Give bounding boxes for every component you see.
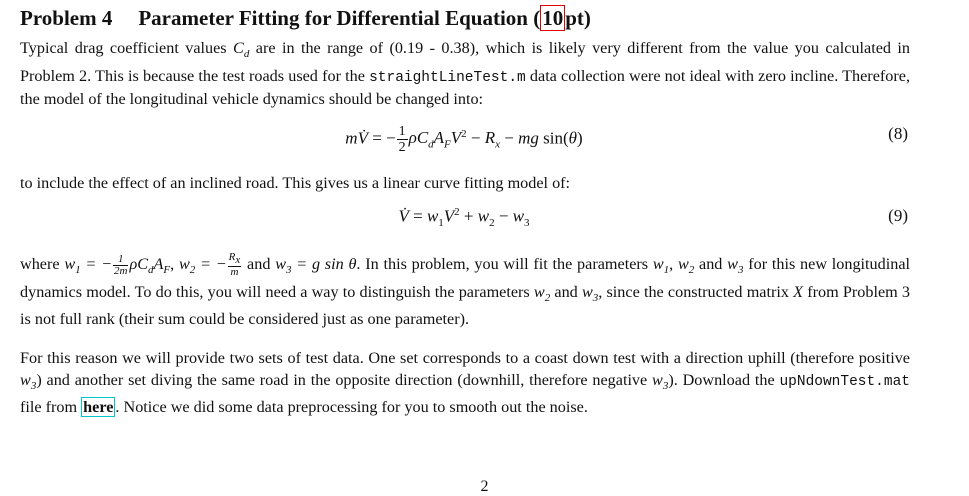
code-filename: straightLineTest.m <box>369 69 526 86</box>
text: file from <box>20 398 82 417</box>
text: , <box>170 254 179 273</box>
problem-heading <box>20 6 591 31</box>
paragraph-intro <box>20 38 910 111</box>
equation-8 <box>20 118 908 155</box>
math-w3-def: $w_3 = g$ sin θ <box>275 254 357 277</box>
text: and <box>550 282 582 301</box>
equation-9 <box>20 200 908 232</box>
text: . Notice we did some data preprocessing for you to smooth out the noise. <box>115 398 588 417</box>
text: where <box>20 254 65 273</box>
text: to include the effect of an inclined road. This gives us a linear curve fitting model of: <box>20 174 571 192</box>
text: from Problem 3 is not full rank (their sum could be considered just as one parameter). <box>20 282 911 329</box>
text: . In this problem, you will fit the parameters <box>356 254 653 273</box>
problem-label: Problem 4 <box>20 6 113 30</box>
equation-8-body: mV̇ = − $\frac{1}{2}$ $\rho C_dA_FV^2 - R_x$ − mg sin(θ) <box>345 124 583 155</box>
equation-9-number: (9) <box>888 206 908 225</box>
math-w1-def: $w_1$ = − $\frac{1}{2m}$ $\rho C_dA_F$ <box>64 252 171 277</box>
problem-title: Parameter Fitting for Differential Equation ( <box>138 6 541 30</box>
text: are in the range of (0.19 - 0.38), which is likely very different from the value you calculated in Problem 2. This is because the test roads used for the <box>20 39 910 85</box>
download-link[interactable]: here <box>83 398 114 417</box>
math-cd: $C_d$ <box>233 39 250 61</box>
text: Typical drag coefficient values <box>20 39 234 57</box>
text: for this new longitudinal dynamics model. To do this, you will need a way to distinguish the parameters <box>20 254 911 301</box>
equation-9-body: V̇ = $w_1V^2 + w_2 - w_3$ <box>398 206 530 230</box>
text: ) and another set diving the same road in the opposite direction (downhill, therefore negative <box>36 370 653 389</box>
text: ). Download the <box>668 370 780 389</box>
paragraph-transition <box>20 173 910 195</box>
points-suffix: pt) <box>565 6 591 30</box>
code-data-filename: upNdownTest.mat <box>779 373 910 390</box>
page-number: 2 <box>480 478 489 495</box>
paragraph-test-data: For this reason we will provide two sets of test data. One set corresponds to a coast down test with a direction uphill (therefore positive $w_3$) and another set diving the same road in the opposite direction (downhill, therefore negative $w_3$). Download the upNdownTest.mat file from here . Notice we did some data preprocessing for you to smooth out the noise. <box>20 349 910 417</box>
text: data collection were not ideal with zero incline. Therefore, the model of the longitudinal vehicle dynamics should be changed into: <box>20 66 910 109</box>
paragraph-parameters: where $w_1$ = − $\frac{1}{2m}$ $\rho C_dA_F$, $w_2$ = − $\frac{R_x}{m}$ and $w_3 = g$ sin θ. In this problem, you will fit the parameters $w_1$, $w_2$ and $w_3$ for this new longitudinal dynamics model. To do this, you will need a way to distinguish the parameters $w_2$ and $w_3$, since the constructed matrix X from Problem 3 is not full rank (their sum could be considered just as one parameter). <box>20 251 911 329</box>
text: and <box>694 254 728 273</box>
points-value: 10 <box>542 6 564 30</box>
text: For this reason we will provide two sets of test data. One set corresponds to a coast down test with a direction uphill (therefore positive <box>20 349 910 367</box>
text: and <box>242 254 276 273</box>
equation-8-number: (8) <box>888 124 908 143</box>
text: , since the constructed matrix <box>598 282 794 301</box>
math-w2-def: $w_2$ = − $\frac{R_x}{m}$ <box>178 251 241 279</box>
